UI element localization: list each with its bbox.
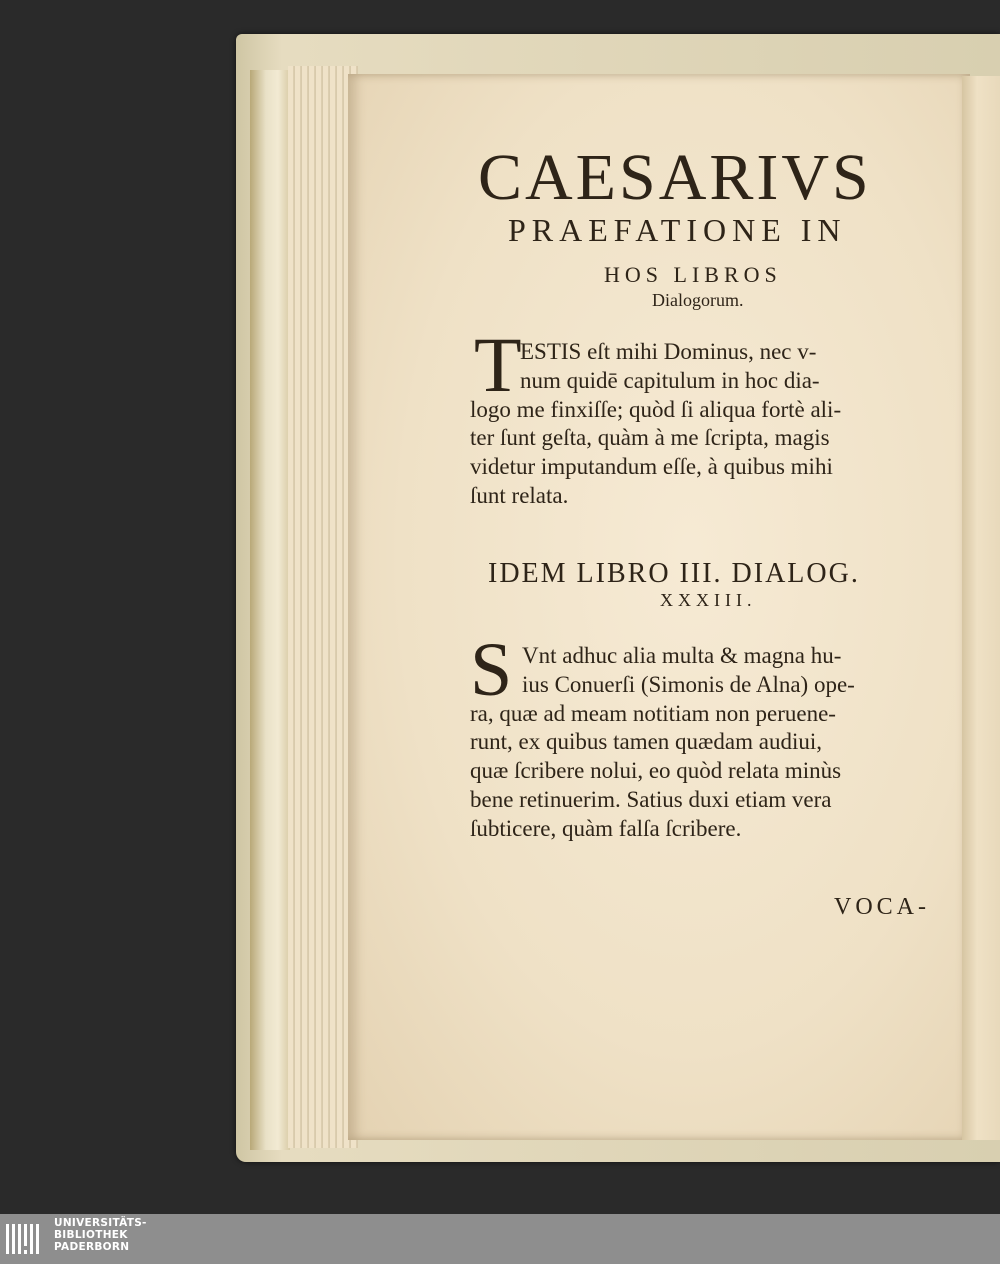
paragraph-line: num quidē capitulum in hoc dia-	[520, 367, 820, 393]
paragraph-line: quæ ſcribere nolui, eo quòd relata minùs	[470, 758, 842, 784]
paragraph-line: ſubticere, quàm falſa ſcribere.	[470, 815, 742, 841]
paragraph-2	[470, 642, 855, 844]
section-heading-number: XXXIII.	[660, 590, 757, 610]
paragraph-line: Vnt adhuc alia multa & magna hu-	[522, 643, 842, 668]
library-name-line-1: UNIVERSITÄTS-	[54, 1217, 147, 1229]
subtitle-line-1: PRAEFATIONE IN	[508, 212, 847, 248]
library-footer	[0, 1214, 1000, 1264]
page-gutter	[962, 76, 1000, 1140]
paragraph-line: runt, ex quibus tamen quædam audiui,	[470, 729, 822, 755]
paragraph-1	[470, 338, 841, 511]
library-name-line-2: BIBLIOTHEK	[54, 1229, 128, 1241]
paragraph-line: ESTIS eſt mihi Dominus, nec v-	[520, 339, 817, 364]
dropcap-2: S	[470, 628, 513, 712]
book-spine-edge	[250, 70, 290, 1150]
paragraph-line: videtur imputandum eſſe, à quibus mihi	[470, 454, 833, 480]
catchword: VOCA-	[834, 894, 930, 920]
paragraph-line: ter ſunt geſta, quàm à me ſcripta, magis	[470, 425, 830, 451]
library-name	[54, 1217, 147, 1253]
paragraph-line: logo me finxiſſe; quòd ſi aliqua fortè ali-	[470, 396, 842, 422]
library-logo-icon	[6, 1220, 44, 1258]
paragraph-line: bene retinuerim. Satius duxi etiam vera	[470, 786, 832, 812]
library-name-line-3: PADERBORN	[54, 1241, 130, 1253]
page-title: CAESARIVS	[478, 141, 872, 214]
section-heading: IDEM LIBRO III. DIALOG.	[488, 558, 860, 589]
paragraph-line: ius Conuerſi (Simonis de Alna) ope-	[522, 671, 855, 697]
dropcap-1: T	[474, 321, 522, 408]
paragraph-line: ra, quæ ad meam notitiam non peruene-	[470, 700, 836, 726]
subtitle-line-2: HOS LIBROS	[604, 262, 782, 287]
subtitle-line-3: Dialogorum.	[652, 290, 744, 310]
paragraph-line: ſunt relata.	[470, 482, 569, 508]
